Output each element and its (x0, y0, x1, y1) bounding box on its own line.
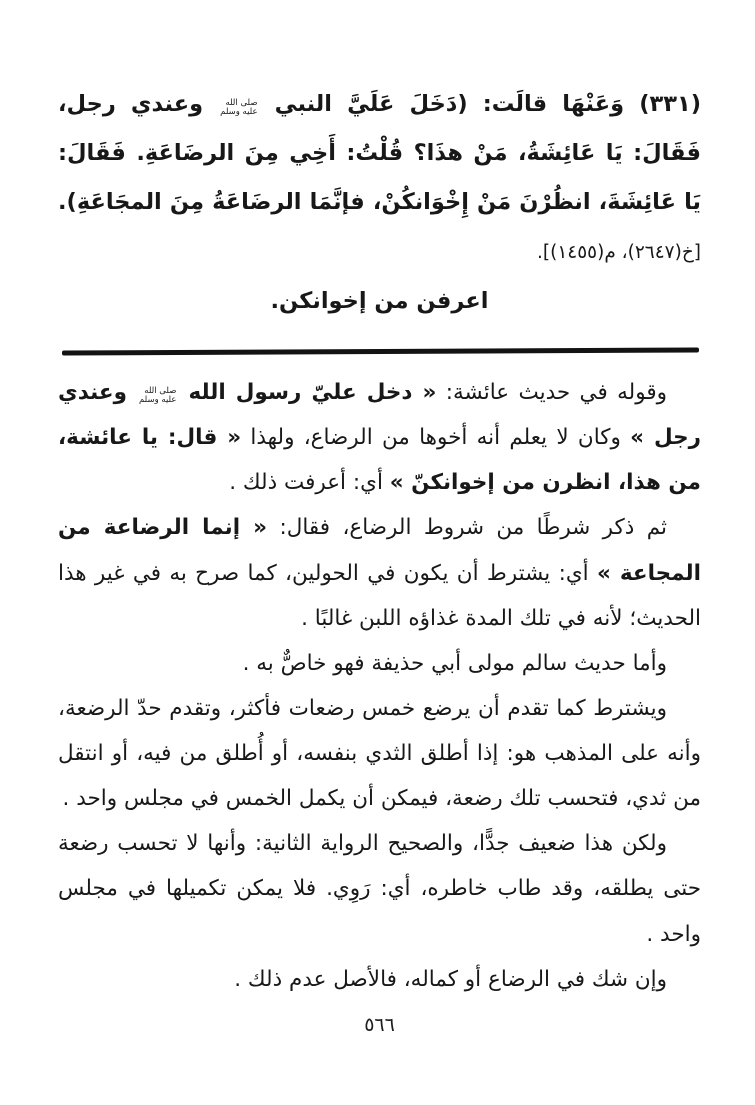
prophet-honorific-icon: صلى الله عليه وسلم (139, 385, 177, 405)
commentary-text: ولكن هذا ضعيف جدًّا، والصحيح الرواية الثانية: وأنها لا تحسب رضعة حتى يطلقه، وقد طاب خاطره، أي: رَوِي. فلا يمكن تكميلها في مجلس واحد . (58, 831, 701, 947)
hadith-matn: وَعَنْهَا قالَت: (دَخَلَ عَلَيَّ النبي صلى الله عليه وسلم وعندي رجل، فَقَالَ: يَا عَائِشَةُ، مَنْ هذَا؟ قُلْتُ: أَخِي مِنَ الرضَاعَةِ. فَقَالَ: يَا عَائِشَةَ، انظُرْنَ مَنْ إِخْوَانكُنْ، فإنَّمَا الرضَاعَةُ مِنَ المجَاعَةِ). (58, 91, 701, 216)
commentary-text: ويشترط كما تقدم أن يرضع خمس رضعات فأكثر، وتقدم حدّ الرضعة، وأنه على المذهب هو: إذا أطلق الثدي بنفسه، أو أُطلق من فيه، أو انتقل من ثدي، فتحسب تلك رضعة، فيمكن أن يكمل الخمس في مجلس واحد . (58, 695, 701, 812)
commentary-paragraph (58, 957, 701, 1002)
commentary (58, 370, 701, 1002)
commentary-paragraph (58, 370, 701, 505)
quoted-hadith-text: « إنما الرضاعة من المجاعة » (58, 515, 701, 586)
commentary-paragraph (58, 505, 701, 640)
commentary-paragraph (58, 641, 701, 686)
hadith-text (58, 80, 701, 276)
page-number: ٥٦٦ (364, 1013, 395, 1036)
quoted-hadith-text: « قال: يا عائشة، من هذا، انظرن من إخوانكنّ » (58, 425, 701, 496)
commentary-text: وأما حديث سالم مولى أبي حذيفة فهو خاصٌّ به . (242, 650, 667, 676)
hadith-reference: [خ(٢٦٤٧)، م(١٤٥٥)]. (537, 242, 701, 264)
hadith-block (58, 80, 701, 325)
hadith-number: (٣٣١) (639, 91, 701, 117)
commentary-text: وقوله في حديث عائشة: (436, 379, 667, 405)
commentary-text: أي: أعرفت ذلك . (229, 470, 390, 496)
hadith-conclusion: اعرفن من إخوانكن. (270, 288, 489, 315)
commentary-paragraph (58, 821, 701, 956)
commentary-paragraph (58, 686, 701, 821)
quoted-hadith-text: « دخل عليّ رسول الله صلى الله عليه وسلم وعندي رجل » (58, 379, 702, 451)
section-divider (62, 348, 699, 356)
prophet-honorific-icon: صلى الله عليه وسلم (220, 97, 258, 117)
commentary-text: أي: يشترط أن يكون في الحولين، كما صرح به في غير هذا الحديث؛ لأنه في تلك المدة غذاؤه اللبن غالبًا . (58, 560, 701, 631)
commentary-text: ثم ذكر شرطًا من شروط الرضاع، فقال: (267, 515, 668, 541)
commentary-text: وإن شك في الرضاع أو كماله، فالأصل عدم ذلك . (234, 966, 667, 992)
commentary-text: وكان لا يعلم أنه أخوها من الرضاع، ولهذا (241, 425, 631, 451)
